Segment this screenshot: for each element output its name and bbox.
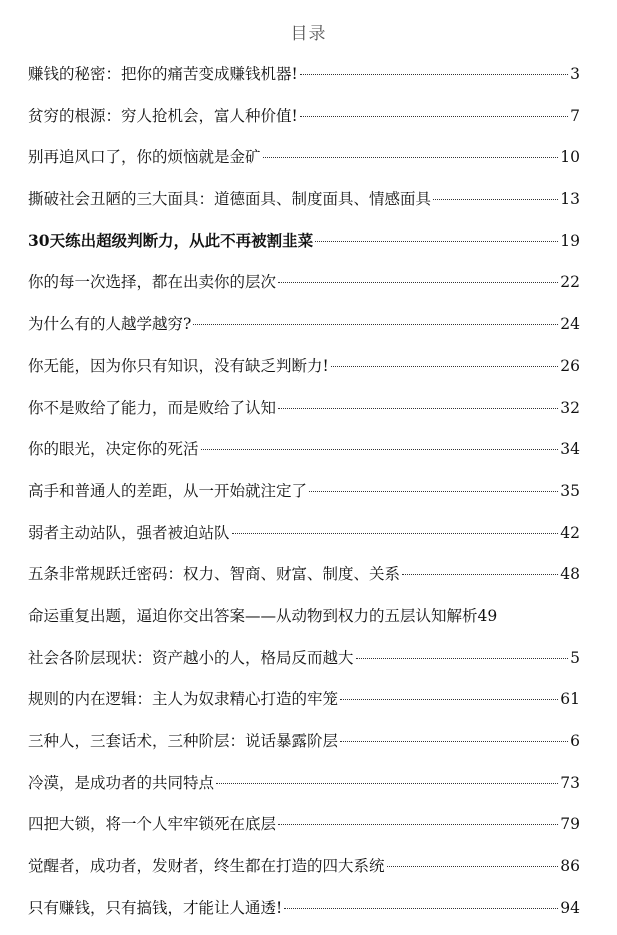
toc-entry-title: 你不是败给了能力，而是败给了认知: [28, 398, 277, 417]
toc-entry-title: 社会各阶层现状：资产越小的人，格局反而越大: [28, 648, 354, 667]
dot-leader: [300, 74, 568, 75]
dot-leader: [300, 116, 568, 117]
toc-entry-title: 撕破社会丑陋的三大面具：道德面具、制度面具、情感面具: [28, 190, 432, 209]
toc-entry-title: 赚钱的秘密：把你的痛苦变成赚钱机器!: [28, 65, 298, 83]
toc-entry-page: 48: [560, 565, 580, 584]
toc-entry-title: 四把大锁，将一个人牢牢锁死在底层: [28, 815, 277, 834]
toc-entry-title: 弱者主动站队，强者被迫站队: [28, 523, 230, 542]
toc-entry[interactable]: [28, 268, 580, 310]
toc-entry-title: 规则的内在逻辑：主人为奴隶精心打造的牢笼: [28, 690, 339, 709]
toc-entry[interactable]: [28, 310, 580, 352]
toc-entry-page: 34: [560, 440, 580, 459]
toc-entry-title: 你的每一次选择，都在出卖你的层次: [28, 273, 277, 292]
toc-entry-title: 别再追风口了，你的烦恼就是金矿: [28, 148, 261, 167]
dot-leader: [278, 282, 558, 283]
toc-entry[interactable]: [28, 560, 580, 602]
dot-leader: [340, 699, 558, 700]
toc-entry[interactable]: [28, 602, 580, 644]
toc-entry[interactable]: [28, 227, 580, 269]
dot-leader: [263, 157, 559, 158]
toc-entry[interactable]: [28, 810, 580, 852]
toc-entry-title: 只有赚钱，只有搞钱，才能让人通透!: [28, 898, 283, 917]
toc-entry[interactable]: [28, 60, 580, 102]
toc-entry[interactable]: [28, 519, 580, 561]
dot-leader: [340, 741, 568, 742]
toc-entry[interactable]: [28, 727, 580, 769]
toc-entry-title: 三种人，三套话术，三种阶层：说话暴露阶层: [28, 732, 339, 750]
dot-leader: [278, 824, 558, 825]
dot-leader: [284, 908, 558, 909]
toc-entry-title: 冷漠，是成功者的共同特点: [28, 773, 215, 792]
toc-entry-title: 五条非常规跃迁密码：权力、智商、财富、制度、关系: [28, 565, 401, 584]
toc-entry[interactable]: [28, 394, 580, 436]
toc-entry-page: 10: [560, 148, 580, 167]
toc-entry[interactable]: [28, 352, 580, 394]
toc-entry-page: 42: [560, 523, 580, 542]
toc-entry-page: 5: [570, 648, 580, 667]
toc-entry-page: 24: [560, 315, 580, 334]
toc-entry-page: 26: [560, 356, 580, 375]
toc-entry[interactable]: [28, 435, 580, 477]
dot-leader: [315, 241, 558, 242]
toc-entry-title: 30天练出超级判断力，从此不再被割韭菜: [28, 230, 314, 250]
toc-entry[interactable]: [28, 185, 580, 227]
toc-entry-page: 7: [570, 106, 580, 125]
toc-entry[interactable]: [28, 894, 580, 935]
toc-entry[interactable]: [28, 769, 580, 811]
toc-entry-page: 32: [560, 398, 580, 417]
toc-entry[interactable]: [28, 685, 580, 727]
toc-entry-page: 79: [560, 815, 580, 834]
dot-leader: [387, 866, 559, 867]
toc-entry-title: 贫穷的根源：穷人抢机会，富人种价值!: [28, 106, 298, 125]
toc-entry-page: 13: [560, 190, 580, 209]
dot-leader: [216, 783, 558, 784]
toc-entry-page: 35: [560, 481, 580, 500]
toc-entry-title: 你无能，因为你只有知识，没有缺乏判断力!: [28, 356, 329, 375]
toc-entry[interactable]: [28, 102, 580, 144]
toc-entry-page: 86: [560, 857, 580, 876]
dot-leader: [309, 491, 558, 492]
toc-entry[interactable]: [28, 852, 580, 894]
dot-leader: [402, 574, 558, 575]
toc-title: 目录: [290, 24, 327, 44]
toc-entry[interactable]: [28, 644, 580, 686]
dot-leader: [201, 449, 559, 450]
toc-entry-page: 94: [560, 898, 580, 917]
toc-entry-page: 3: [570, 65, 580, 83]
toc-entry-page: 61: [560, 690, 580, 709]
toc-entry[interactable]: [28, 143, 580, 185]
toc-entry-page: 73: [560, 773, 580, 792]
dot-leader: [232, 533, 559, 534]
dot-leader: [331, 366, 559, 367]
toc-entry-title: 命运重复出题，逼迫你交出答案——从动物到权力的五层认知解析: [28, 606, 478, 625]
toc-entry-page: 19: [560, 231, 580, 250]
toc-entry-title: 为什么有的人越学越穷?: [28, 315, 192, 334]
toc-entry-page: 22: [560, 273, 580, 292]
toc-entry-title: 你的眼光，决定你的死活: [28, 440, 199, 459]
toc-entry[interactable]: [28, 477, 580, 519]
toc-entry-title: 觉醒者，成功者，发财者，终生都在打造的四大系统: [28, 857, 385, 876]
dot-leader: [356, 658, 569, 659]
toc-list: [28, 60, 580, 935]
toc-entry-page: 6: [570, 732, 580, 750]
toc-entry-title: 高手和普通人的差距，从一开始就注定了: [28, 481, 308, 500]
dot-leader: [278, 408, 558, 409]
toc-entry-page: 49: [477, 606, 498, 625]
dot-leader: [193, 324, 558, 325]
dot-leader: [433, 199, 558, 200]
